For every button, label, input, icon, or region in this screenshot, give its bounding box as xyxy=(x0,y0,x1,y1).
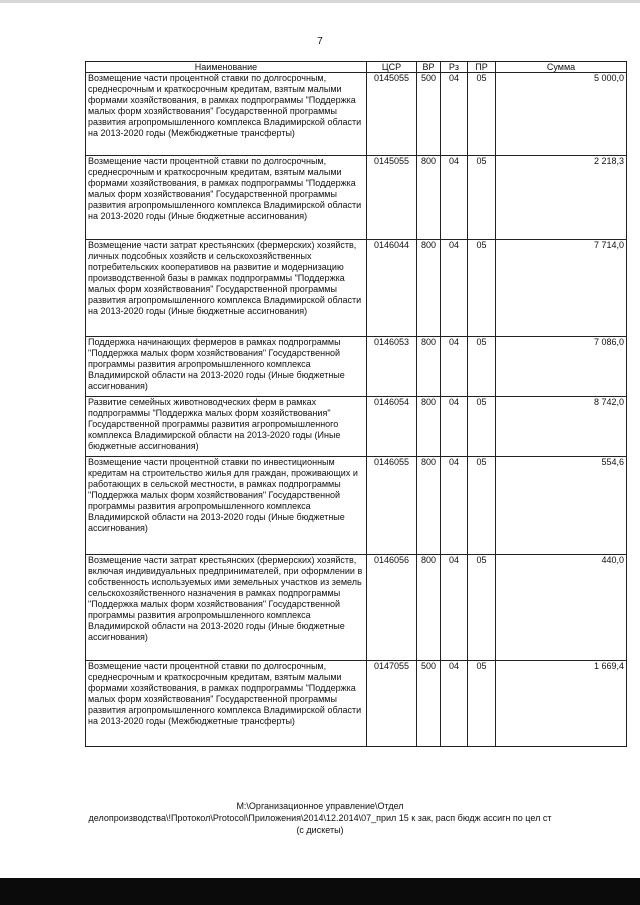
row-name: Возмещение части затрат крестьянских (фермерских) хозяйств, личных подсобных хозяйств и сельскохозяйственных потребительских кооперативов на развитие и модернизацию производственной базы в рамках подпрограммы "Поддержка малых форм хозяйствования" Государственной программы развития агропромышленного комплекса Владимирской области на 2013-2020 годы (Иные бюджетные ассигнования) xyxy=(86,240,367,337)
row-sum: 8 742,0 xyxy=(496,397,627,457)
row-vr: 800 xyxy=(417,457,441,555)
row-sum: 7 714,0 xyxy=(496,240,627,337)
scan-top-edge xyxy=(0,0,640,3)
row-vr: 800 xyxy=(417,397,441,457)
row-pr: 05 xyxy=(468,661,496,747)
header-vr: ВР xyxy=(417,62,441,73)
file-path-footer xyxy=(40,800,600,836)
footer-line-2: делопроизводства\!Протокол\Protocol\Приложения\2014\12.2014\07_прил 15 к зак, расп бюдж ассигн по цел ст xyxy=(88,813,552,823)
row-name: Возмещение части процентной ставки по долгосрочным, среднесрочным и краткосрочным кредитам, взятым малыми формами хозяйствования, в рамках подпрограммы "Поддержка малых форм хозяйствования" Государственной программы развития агропромышленного комплекса Владимирской области на 2013-2020 годы (Межбюджетные трансферты) xyxy=(86,73,367,156)
table-row xyxy=(86,555,627,661)
row-vr: 800 xyxy=(417,555,441,661)
scan-bottom-edge xyxy=(0,878,640,905)
row-sum: 440,0 xyxy=(496,555,627,661)
row-pr: 05 xyxy=(468,397,496,457)
table-row xyxy=(86,240,627,337)
row-vr: 800 xyxy=(417,156,441,240)
row-name: Возмещение части процентной ставки по долгосрочным, среднесрочным и краткосрочным кредитам, взятым малыми формами хозяйствования, в рамках подпрограммы "Поддержка малых форм хозяйствования" Государственной программы развития агропромышленного комплекса Владимирской области на 2013-2020 годы (Иные бюджетные ассигнования) xyxy=(86,156,367,240)
header-sum: Сумма xyxy=(496,62,627,73)
row-csr: 0146054 xyxy=(367,397,417,457)
row-vr: 500 xyxy=(417,661,441,747)
row-csr: 0146055 xyxy=(367,457,417,555)
page-number: 7 xyxy=(317,36,323,47)
row-sum: 554,6 xyxy=(496,457,627,555)
row-name: Поддержка начинающих фермеров в рамках подпрограммы "Поддержка малых форм хозяйствования" Государственной программы развития агропромышленного комплекса Владимирской области на 2013-2020 годы (Иные бюджетные ассигнования) xyxy=(86,337,367,397)
row-rz: 04 xyxy=(441,337,468,397)
row-rz: 04 xyxy=(441,156,468,240)
row-vr: 500 xyxy=(417,73,441,156)
row-pr: 05 xyxy=(468,73,496,156)
header-csr: ЦСР xyxy=(367,62,417,73)
row-rz: 04 xyxy=(441,661,468,747)
row-rz: 04 xyxy=(441,457,468,555)
row-vr: 800 xyxy=(417,240,441,337)
budget-table xyxy=(85,61,627,747)
row-pr: 05 xyxy=(468,337,496,397)
row-sum: 2 218,3 xyxy=(496,156,627,240)
row-rz: 04 xyxy=(441,397,468,457)
row-csr: 0146056 xyxy=(367,555,417,661)
table-row xyxy=(86,457,627,555)
table-row xyxy=(86,73,627,156)
row-pr: 05 xyxy=(468,457,496,555)
row-rz: 04 xyxy=(441,240,468,337)
table-row xyxy=(86,156,627,240)
table-row xyxy=(86,661,627,747)
row-csr: 0146053 xyxy=(367,337,417,397)
row-sum: 1 669,4 xyxy=(496,661,627,747)
table-row xyxy=(86,337,627,397)
row-rz: 04 xyxy=(441,555,468,661)
table-row xyxy=(86,397,627,457)
row-name: Развитие семейных животноводческих ферм в рамках подпрограммы "Поддержка малых форм хозяйствования" Государственной программы развития агропромышленного комплекса Владимирской области на 2013-2020 годы (Иные бюджетные ассигнования) xyxy=(86,397,367,457)
row-name: Возмещение части процентной ставки по инвестиционным кредитам на строительство жилья для граждан, проживающих и работающих в сельской местности, в рамках подпрограммы "Поддержка малых форм хозяйствования" Государственной программы развития агропромышленного комплекса Владимирской области на 2013-2020 годы (Иные бюджетные ассигнования) xyxy=(86,457,367,555)
row-pr: 05 xyxy=(468,240,496,337)
row-name: Возмещение части процентной ставки по долгосрочным, среднесрочным и краткосрочным кредитам, взятым малыми формами хозяйствования, в рамках подпрограммы "Поддержка малых форм хозяйствования" Государственной программы развития агропромышленного комплекса Владимирской области на 2013-2020 годы (Межбюджетные трансферты) xyxy=(86,661,367,747)
row-sum: 7 086,0 xyxy=(496,337,627,397)
header-rz: Рз xyxy=(441,62,468,73)
row-csr: 0145055 xyxy=(367,73,417,156)
table-header-row xyxy=(86,62,627,73)
row-csr: 0146044 xyxy=(367,240,417,337)
row-rz: 04 xyxy=(441,73,468,156)
footer-line-3: (с дискеты) xyxy=(296,825,344,835)
row-csr: 0147055 xyxy=(367,661,417,747)
header-name: Наименование xyxy=(86,62,367,73)
footer-line-1: М:\Организационное управление\Отдел xyxy=(236,801,404,811)
row-pr: 05 xyxy=(468,555,496,661)
row-csr: 0145055 xyxy=(367,156,417,240)
row-sum: 5 000,0 xyxy=(496,73,627,156)
header-pr: ПР xyxy=(468,62,496,73)
row-pr: 05 xyxy=(468,156,496,240)
row-name: Возмещение части затрат крестьянских (фермерских) хозяйств, включая индивидуальных предпринимателей, при оформлении в собственность используемых ими земельных участков из земель сельскохозяйственного назначения в рамках подпрограммы "Поддержка малых форм хозяйствования" Государственной программы развития агропромышленного комплекса Владимирской области на 2013-2020 годы (Иные бюджетные ассигнования) xyxy=(86,555,367,661)
row-vr: 800 xyxy=(417,337,441,397)
